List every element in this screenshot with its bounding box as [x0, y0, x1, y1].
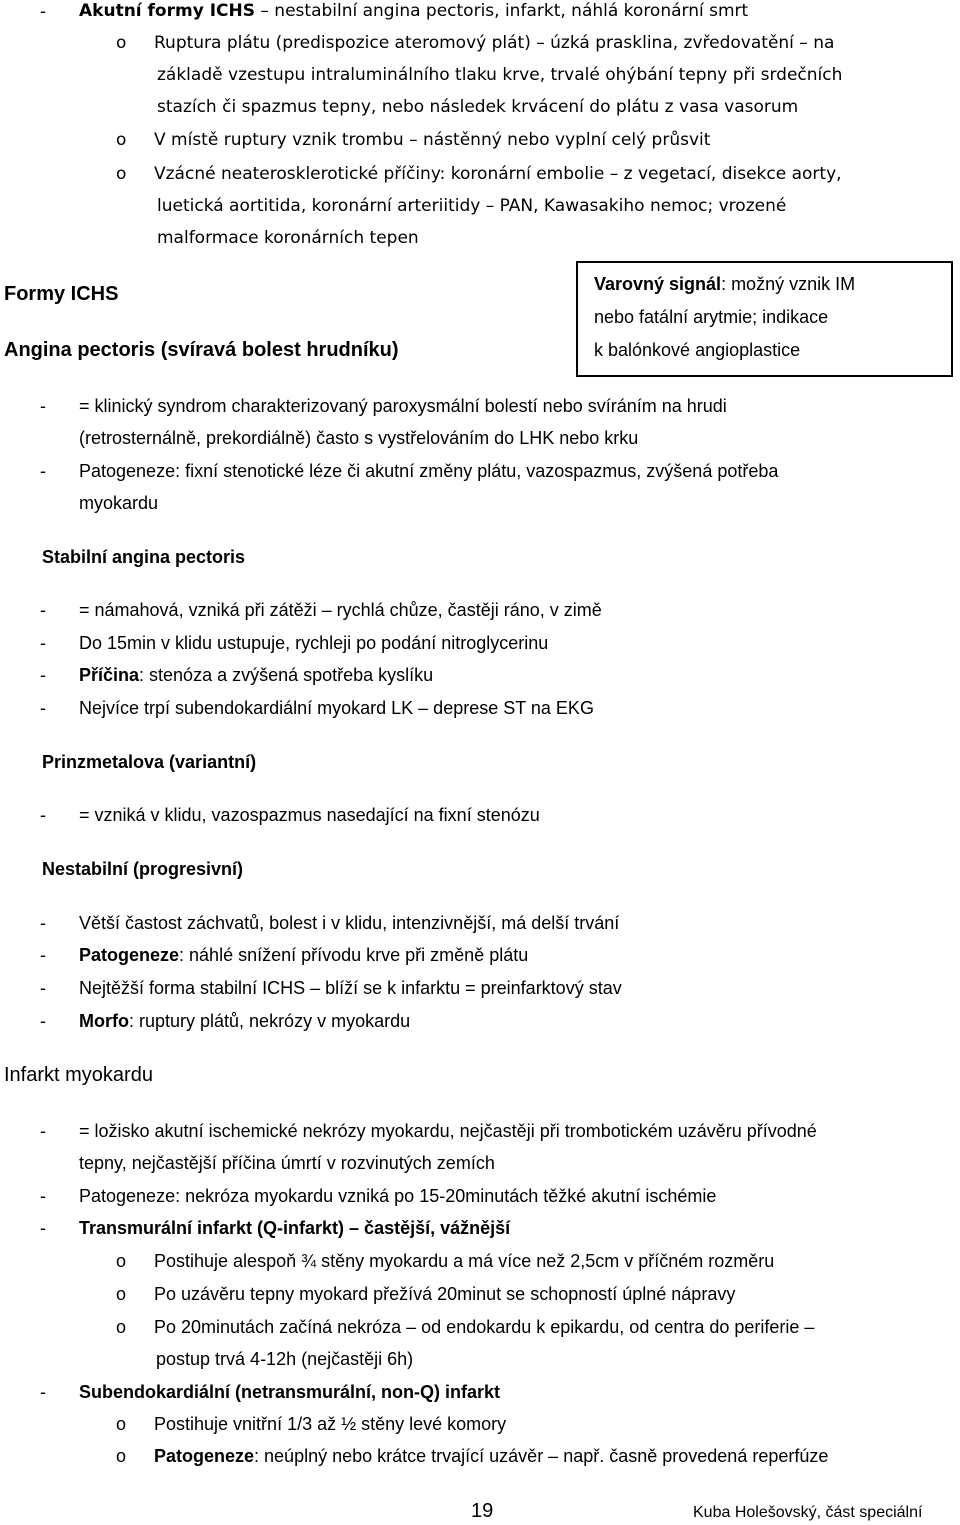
- ruptura-line-1: Ruptura plátu (predispozice ateromový plát) – úzká prasklina, zvředovatění – na: [154, 33, 835, 53]
- trans-sub-3-line-1: Po 20minutách začíná nekróza – od endokardu k epikardu, od centra do periferie –: [154, 1317, 815, 1337]
- list-dash: -: [40, 633, 46, 653]
- prinz-item-1: = vzniká v klidu, vazospazmus nasedající na fixní stenózu: [79, 805, 540, 825]
- nestab-item-1: Větší častost záchvatů, bolest i v klidu, intenzivnější, má delší trvání: [79, 913, 620, 933]
- stabilni-heading: Stabilní angina pectoris: [42, 547, 246, 567]
- angina-item-2-line-2: myokardu: [79, 493, 159, 513]
- acute-forms-title: Akutní formy ICHS: [79, 1, 255, 21]
- acute-forms-line: [79, 0, 748, 23]
- infarkt-item-1-line-1: = ložisko akutní ischemické nekrózy myokardu, nejčastěji při trombotickém uzávěru přívodné: [79, 1121, 817, 1141]
- page-number: 19: [471, 1500, 494, 1522]
- pricina-text: : stenóza a zvýšená spotřeba kyslíku: [139, 665, 434, 685]
- angina-item-1-line-2: (retrosternálně, prekordiálně) často s vystřelováním do LHK nebo krku: [79, 428, 639, 448]
- list-dash: -: [40, 913, 46, 933]
- list-dash: -: [40, 396, 46, 416]
- trans-sub-2: Po uzávěru tepny myokard přežívá 20minut se schopností úplné nápravy: [154, 1284, 736, 1304]
- acute-forms-text: – nestabilní angina pectoris, infarkt, náhlá koronární smrt: [255, 1, 749, 21]
- footer-author: Kuba Holešovský, část speciální: [693, 1504, 923, 1521]
- bullet-o: o: [116, 164, 127, 184]
- warning-label: Varovný signál: [594, 274, 722, 294]
- formy-heading: Formy ICHS: [4, 283, 119, 305]
- angina-item-2-line-1: Patogeneze: fixní stenotické léze či akutní změny plátu, vazospazmus, zvýšená potřeba: [79, 461, 779, 481]
- bullet-o: o: [116, 1251, 127, 1271]
- stabilni-item-4: Nejvíce trpí subendokardiální myokard LK – deprese ST na EKG: [79, 698, 594, 718]
- infarkt-item-1-line-2: tepny, nejčastější příčina úmrtí v rozvinutých zemích: [79, 1153, 495, 1173]
- bullet-o: o: [116, 1284, 127, 1304]
- list-dash: -: [40, 1011, 46, 1031]
- warning-line-1: [594, 272, 855, 296]
- bullet-o: o: [116, 33, 127, 53]
- trans-sub-3-line-2: postup trvá 4-12h (nejčastěji 6h): [156, 1349, 414, 1369]
- bullet-o: o: [116, 1317, 127, 1337]
- list-dash: -: [40, 1121, 46, 1141]
- list-dash: -: [40, 978, 46, 998]
- list-dash: -: [40, 600, 46, 620]
- pricina-label: Příčina: [79, 665, 140, 685]
- patogeneze-label: Patogeneze: [79, 945, 180, 965]
- stabilni-item-2: Do 15min v klidu ustupuje, rychleji po podání nitroglycerinu: [79, 633, 549, 653]
- morfo-label: Morfo: [79, 1011, 129, 1031]
- warning-text-1: : možný vznik IM: [721, 274, 856, 294]
- bullet-o: o: [116, 130, 127, 150]
- nestab-item-3: Nejtěžší forma stabilní ICHS – blíží se k infarktu = preinfarktový stav: [79, 978, 622, 998]
- list-dash: -: [40, 665, 46, 685]
- prinz-heading: Prinzmetalova (variantní): [42, 752, 257, 772]
- warning-box: [576, 261, 953, 377]
- patogeneze-label: Patogeneze: [154, 1446, 255, 1466]
- list-dash: -: [40, 461, 46, 481]
- infarkt-heading: Infarkt myokardu: [4, 1064, 153, 1086]
- patogeneze-text: : náhlé snížení přívodu krve při změně plátu: [179, 945, 529, 965]
- list-dash: -: [40, 1186, 46, 1206]
- transmuralni-heading: Transmurální infarkt (Q-infarkt) – častější, vážnější: [79, 1218, 511, 1238]
- nestab-item-4: [79, 1009, 410, 1033]
- trans-sub-1: Postihuje alespoň ¾ stěny myokardu a má více než 2,5cm v příčném rozměru: [154, 1251, 775, 1271]
- patogeneze-text: : neúplný nebo krátce trvající uzávěr – např. časně provedená reperfúze: [254, 1446, 829, 1466]
- sub-item-2: [154, 1444, 828, 1468]
- ruptura-line-2: základě vzestupu intraluminálního tlaku krve, trvalé ohýbání tepny při srdečních: [157, 65, 843, 85]
- warning-line-3: k balónkové angioplastice: [594, 340, 801, 360]
- nestab-item-2: [79, 943, 528, 967]
- subendo-heading: Subendokardiální (netransmurální, non-Q) infarkt: [79, 1382, 501, 1402]
- nestab-heading: Nestabilní (progresivní): [42, 859, 244, 879]
- angina-item-1-line-1: = klinický syndrom charakterizovaný paroxysmální bolestí nebo svíráním na hrudi: [79, 396, 727, 416]
- bullet-o: o: [116, 1414, 127, 1434]
- ruptura-line-3: stazích či spazmus tepny, nebo následek krvácení do plátu z vasa vasorum: [157, 97, 799, 117]
- infarkt-item-2: Patogeneze: nekróza myokardu vzniká po 15-20minutách těžké akutní ischémie: [79, 1186, 717, 1206]
- list-dash: -: [40, 805, 46, 825]
- list-dash: -: [40, 698, 46, 718]
- list-dash: -: [40, 1218, 46, 1238]
- bullet-o: o: [116, 1446, 127, 1466]
- vzacne-line-2: luetická aortitida, koronární arteriitidy – PAN, Kawasakiho nemoc; vrozené: [157, 196, 787, 216]
- angina-heading: Angina pectoris (svíravá bolest hrudníku): [4, 339, 399, 361]
- vzacne-line-3: malformace koronárních tepen: [157, 228, 419, 248]
- stabilni-item-1: = námahová, vzniká při zátěži – rychlá chůze, častěji ráno, v zimě: [79, 600, 602, 620]
- trombus-line: V místě ruptury vznik trombu – nástěnný nebo vyplní celý průsvit: [154, 130, 711, 150]
- list-dash: -: [40, 945, 46, 965]
- morfo-text: : ruptury plátů, nekrózy v myokardu: [128, 1011, 411, 1031]
- sub-item-1: Postihuje vnitřní 1/3 až ½ stěny levé komory: [154, 1414, 507, 1434]
- list-dash: -: [40, 1382, 46, 1402]
- vzacne-line-1: Vzácné neaterosklerotické příčiny: koronární embolie – z vegetací, disekce aorty,: [154, 164, 842, 184]
- list-dash: -: [40, 1, 46, 21]
- stabilni-item-3: [79, 663, 433, 687]
- warning-line-2: nebo fatální arytmie; indikace: [594, 307, 829, 327]
